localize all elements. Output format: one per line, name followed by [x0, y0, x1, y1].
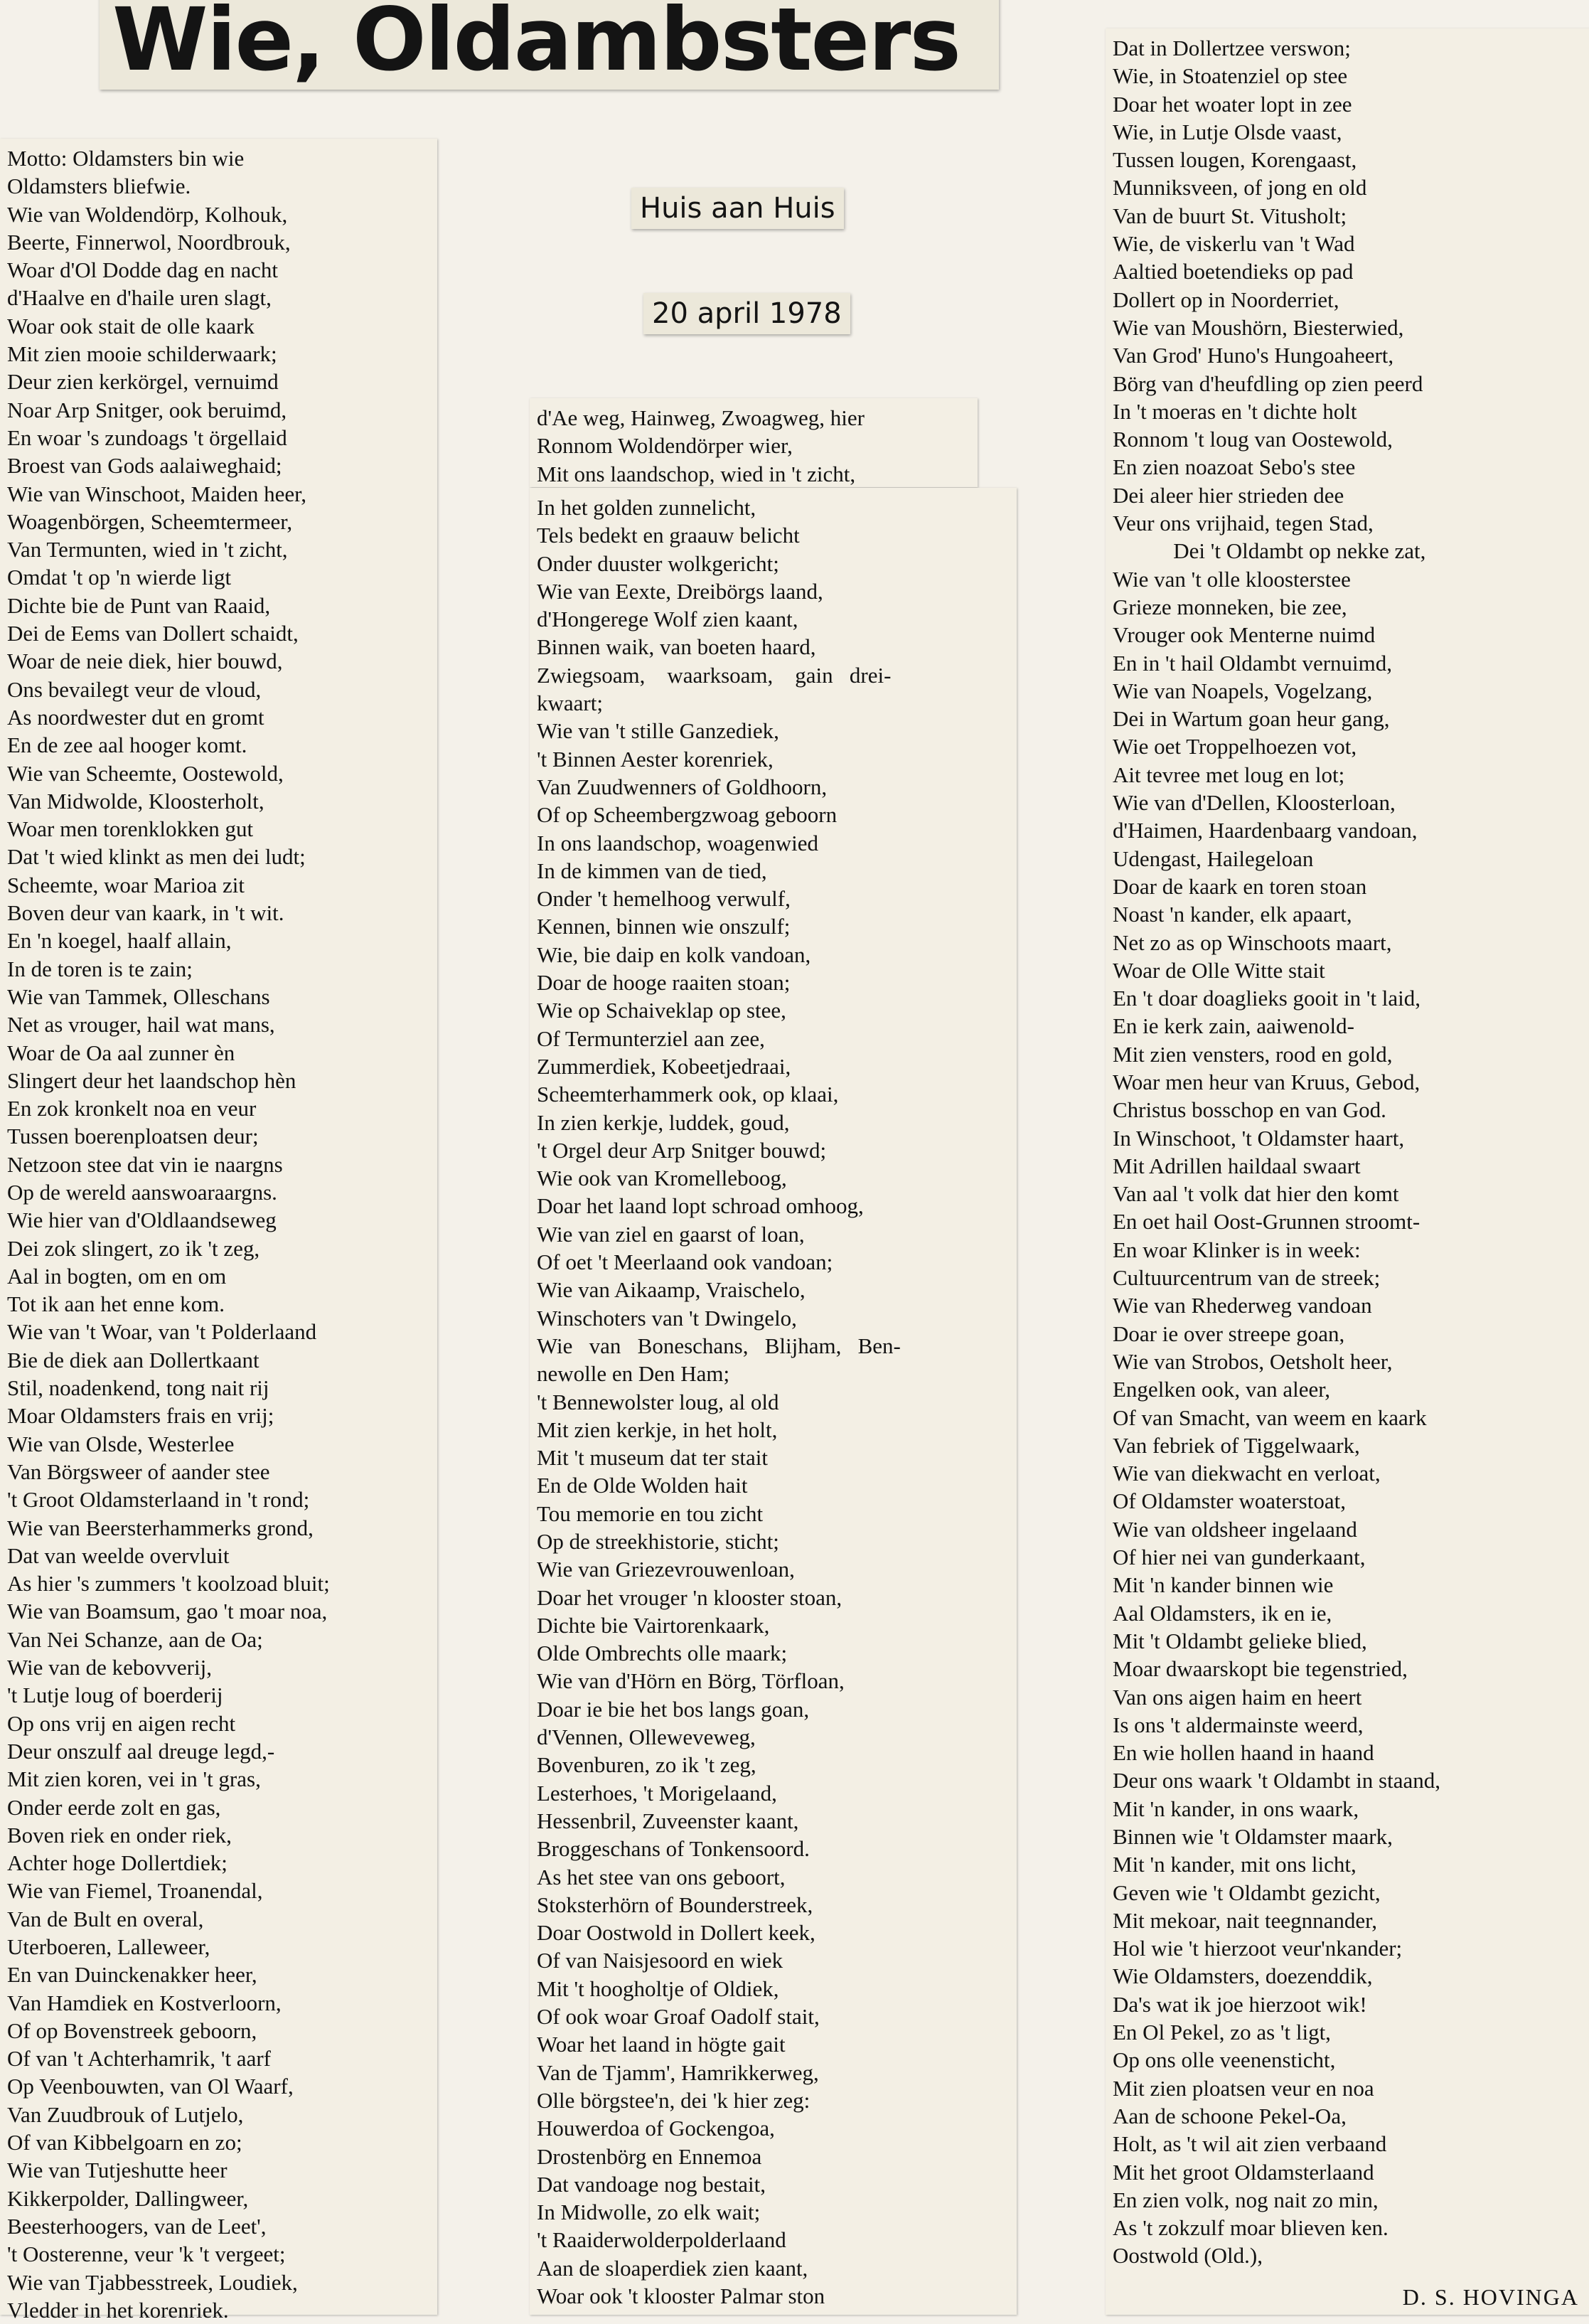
- poem-line: Is ons 't aldermainste weerd,: [1113, 1712, 1364, 1737]
- poem-line: Doar de kaark en toren stoan: [1113, 873, 1367, 899]
- poem-line: Moar dwaarskopt bie tegenstried,: [1113, 1656, 1408, 1682]
- poem-line: Woar men torenklokken gut: [7, 816, 254, 842]
- poem-line: Veur ons vrijhaid, tegen Stad,: [1113, 511, 1374, 536]
- poem-line: Wie, de viskerlu van 't Wad: [1113, 231, 1355, 257]
- poem-line: Mit 'n kander, mit ons licht,: [1113, 1852, 1357, 1877]
- poem-line: As 't zokzulf moar blieven ken.: [1113, 2215, 1389, 2241]
- poem-line: Van Zuudbrouk of Lutjelo,: [7, 2101, 244, 2127]
- poem-line: Wie hier van d'Oldlaandseweg: [7, 1208, 277, 1233]
- poem-line: Of van 't Achterhamrik, 't aarf: [7, 2046, 271, 2072]
- poem-line: Woar ook stait de olle kaark: [7, 313, 255, 339]
- poem-line: Ronnom Woldendörper wier,: [537, 433, 793, 459]
- poem-line: En in 't hail Oldambt vernuimd,: [1113, 650, 1393, 676]
- poem-line: Mit zien vensters, rood en gold,: [1113, 1041, 1393, 1067]
- poem-line: d'Ae weg, Hainweg, Zwoagweg, hier: [537, 405, 865, 430]
- poem-line: Wie van Tjabbesstreek, Loudiek,: [7, 2269, 298, 2295]
- poem-line: Doar ie bie het bos langs goan,: [537, 1696, 810, 1722]
- poem-line: Wie van 't Woar, van 't Polderlaand: [7, 1319, 317, 1345]
- poem-line: Boven riek en onder riek,: [7, 1822, 232, 1848]
- poem-line: En de Olde Wolden hait: [537, 1473, 748, 1498]
- poem-line: 't Oosterenne, veur 'k 't vergeet;: [7, 2242, 286, 2267]
- poem-line: Wie van Boamsum, gao 't moar noa,: [7, 1599, 328, 1624]
- poem-line: 't Bennewolster loug, al old: [537, 1389, 779, 1414]
- poem-line: 't Orgel deur Arp Snitger bouwd;: [537, 1137, 827, 1163]
- poem-line: Zwiegsoam, waarksoam, gain drei-: [537, 662, 892, 688]
- poem-line: In zien kerkje, luddek, goud,: [537, 1109, 790, 1135]
- poem-line: En oet hail Oost-Grunnen stroomt-: [1113, 1209, 1421, 1235]
- poem-line: Vrouger ook Menterne nuimd: [1113, 622, 1376, 648]
- poem-line: Wie van d'Dellen, Kloosterloan,: [1113, 790, 1396, 816]
- poem-line: Mit 'n kander binnen wie: [1113, 1572, 1334, 1598]
- poem-line: Of op Scheembergzwoag geboorn: [537, 802, 838, 828]
- poem-line: Op ons olle veenensticht,: [1113, 2047, 1336, 2073]
- poem-line: En de zee aal hooger komt.: [7, 732, 247, 758]
- poem-line: Wie van Tammek, Olleschans: [7, 984, 270, 1009]
- poem-line: Munniksveen, of jong en old: [1113, 175, 1367, 201]
- poem-line: Wie oet Troppelhoezen vot,: [1113, 734, 1357, 759]
- poem-line: Deur onszulf aal dreuge legd,-: [7, 1738, 275, 1764]
- poem-line: En ie kerk zain, aaiwenold-: [1113, 1013, 1354, 1039]
- poem-line: Van ons aigen haim en heert: [1113, 1684, 1362, 1710]
- poem-line: Van Midwolde, Kloosterholt,: [7, 788, 264, 814]
- poem-line: Of van Smacht, van weem en kaark: [1113, 1404, 1427, 1430]
- poem-line: Wie van Boneschans, Blijham, Ben-: [537, 1333, 901, 1358]
- poem-line: Wie van Eexte, Dreibörgs laand,: [537, 578, 823, 604]
- poem-line: 't Groot Oldamsterlaand in 't rond;: [7, 1487, 310, 1513]
- poem-lines-column-2-top: [530, 398, 978, 488]
- poem-line: Cultuurcentrum van de streek;: [1113, 1265, 1381, 1291]
- poem-line: Lesterhoes, 't Morigelaand,: [537, 1780, 777, 1806]
- poem-line: Dichte bie Vairtorenkaark,: [537, 1612, 770, 1638]
- poem-line: Mit Adrillen haildaal swaart: [1113, 1153, 1361, 1178]
- poem-line: Olde Ombrechts olle maark;: [537, 1641, 788, 1666]
- poem-line: Dat vandoage nog bestait,: [537, 2171, 766, 2197]
- poem-line: Doar ie over streepe goan,: [1113, 1321, 1345, 1346]
- poem-line: Vledder in het korenriek.: [7, 2297, 229, 2323]
- poem-line: Tels bedekt en graauw belicht: [537, 523, 800, 548]
- poem-line: 't Raaiderwolderpolderlaand: [537, 2227, 786, 2253]
- poem-line: Ons bevailegt veur de vloud,: [7, 676, 262, 702]
- poem-line: Van de Bult en overal,: [7, 1906, 204, 1931]
- poem-line: Doar de hooge raaiten stoan;: [537, 970, 791, 996]
- poem-line: Mit 't hoogholtje of Oldiek,: [537, 1976, 779, 2001]
- poem-line: Engelken ook, van aleer,: [1113, 1377, 1331, 1402]
- poem-line: Of van Kibbelgoarn en zo;: [7, 2130, 242, 2155]
- poem-line: Grieze monneken, bie zee,: [1113, 594, 1347, 619]
- poem-line: Wie van Moushörn, Biesterwied,: [1113, 314, 1404, 340]
- poem-line: Christus bosschop en van God.: [1113, 1097, 1386, 1123]
- poem-line: Oostwold (Old.),: [1113, 2243, 1263, 2269]
- poem-line: Of Oldamster woaterstoat,: [1113, 1488, 1346, 1514]
- headline: Wie, Oldambsters: [100, 0, 999, 90]
- poem-line: Aan de sloaperdiek zien kaant,: [537, 2255, 808, 2281]
- poem-line: In ons laandschop, woagenwied: [537, 830, 819, 855]
- poem-line: Da's wat ik joe hierzoot wik!: [1113, 1991, 1367, 2017]
- poem-line: Van Nei Schanze, aan de Oa;: [7, 1626, 263, 1652]
- poem-line: Of hier nei van gunderkaant,: [1113, 1545, 1366, 1570]
- poem-line: Boven deur van kaark, in 't wit.: [7, 900, 284, 926]
- poem-line: As hier 's zummers 't koolzoad bluit;: [7, 1571, 330, 1597]
- poem-line: Woar men heur van Kruus, Gebod,: [1113, 1069, 1421, 1094]
- poem-line: Wie ook van Kromelleboog,: [537, 1166, 787, 1191]
- poem-line: Wie Oldamsters, doezenddik,: [1113, 1963, 1373, 1989]
- poem-line: Aaltied boetendieks op pad: [1113, 259, 1354, 284]
- poem-line: d'Haimen, Haardenbaarg vandoan,: [1113, 818, 1418, 843]
- poem-line: Börg van d'heufdling op zien peerd: [1113, 371, 1423, 396]
- poem-line: Tussen boerenploatsen deur;: [7, 1124, 259, 1149]
- poem-line: Wie van Rhederweg vandoan: [1113, 1293, 1372, 1318]
- poem-line: Onder duuster wolkgericht;: [537, 550, 779, 576]
- poem-line: Olle börgstee'n, dei 'k hier zeg:: [537, 2087, 810, 2113]
- poem-line: In Midwolle, zo elk wait;: [537, 2200, 761, 2225]
- poem-line: Tot ik aan het enne kom.: [7, 1291, 225, 1317]
- poem-column-2-top: [530, 398, 978, 487]
- poem-line: En woar 's zundoags 't örgellaid: [7, 425, 287, 450]
- poem-line: Woagenbörgen, Scheemtermeer,: [7, 508, 293, 534]
- poem-line: Beesterhoogers, van de Leet',: [7, 2213, 267, 2239]
- poem-line: Van Grod' Huno's Hungoaheert,: [1113, 343, 1394, 368]
- poem-line: Woar de Olle Witte stait: [1113, 957, 1325, 983]
- poem-line: Mit zien koren, vei in 't gras,: [7, 1766, 261, 1792]
- poem-line: Wie op Schaiveklap op stee,: [537, 998, 786, 1023]
- poem-line: Ait tevree met loug en lot;: [1113, 762, 1345, 787]
- poem-line: Omdat 't op 'n wierde ligt: [7, 565, 232, 590]
- poem-line: Wie van Olsde, Westerlee: [7, 1431, 235, 1456]
- poem-line: Van Börgsweer of aander stee: [7, 1459, 270, 1484]
- poem-line: In 't moeras en 't dichte holt: [1113, 398, 1357, 424]
- poem-line: Tussen lougen, Korengaast,: [1113, 147, 1357, 173]
- poem-line: As het stee van ons geboort,: [537, 1864, 786, 1889]
- poem-line: Of Termunterziel aan zee,: [537, 1025, 765, 1051]
- poem-lines-column-2: [530, 488, 1017, 2310]
- poem-line: Broggeschans of Tonkensoord.: [537, 1836, 810, 1862]
- poem-line: Oldamsters bliefwie.: [7, 174, 191, 199]
- poem-line: Wie van Beersterhammerks grond,: [7, 1515, 314, 1540]
- poem-line: Achter hoge Dollertdiek;: [7, 1850, 228, 1876]
- poem-line: Hol wie 't hierzoot veur'nkander;: [1113, 1936, 1403, 1961]
- poem-line: Wie van 't stille Ganzediek,: [537, 718, 779, 744]
- poem-line: newolle en Den Ham;: [537, 1361, 730, 1387]
- poem-line: Wie van diekwacht en verloat,: [1113, 1461, 1381, 1486]
- poem-line: Mit 't Oldambt gelieke blied,: [1113, 1628, 1367, 1653]
- poem-lines-column-3: [1106, 28, 1589, 2270]
- poem-line: Van Hamdiek en Kostverloorn,: [7, 1990, 282, 2015]
- poem-line: Aal in bogten, om en om: [7, 1263, 227, 1289]
- poem-line: Wie van Scheemte, Oostewold,: [7, 760, 284, 786]
- poem-line: Wie, in Stoatenziel op stee: [1113, 63, 1348, 89]
- poem-line: Slingert deur het laandschop hèn: [7, 1067, 296, 1093]
- poem-line: Dat 't wied klinkt as men dei ludt;: [7, 844, 306, 870]
- poem-line: Noast 'n kander, elk apaart,: [1113, 902, 1352, 927]
- poem-line: Wie van Fiemel, Troanendal,: [7, 1878, 263, 1904]
- poem-line: Net as vrouger, hail wat mans,: [7, 1012, 275, 1038]
- poem-line: Aan de schoone Pekel-Oa,: [1113, 2103, 1347, 2128]
- poem-line: En wie hollen haand in haand: [1113, 1740, 1374, 1766]
- poem-line: Mit het groot Oldamsterlaand: [1113, 2159, 1374, 2185]
- poem-line: Mit 'n kander, in ons waark,: [1113, 1796, 1359, 1821]
- poem-line: Mit zien ploatsen veur en noa: [1113, 2075, 1374, 2101]
- poem-line: Stoksterhörn of Bounderstreek,: [537, 1892, 813, 1917]
- poem-lines-column-1: [0, 139, 437, 2324]
- poem-line: Wie van Griezevrouwenloan,: [537, 1557, 795, 1582]
- poem-line: Deur zien kerkörgel, vernuimd: [7, 369, 279, 395]
- poem-line: Onder eerde zolt en gas,: [7, 1794, 221, 1820]
- poem-line: Zummerdiek, Kobeetjedraai,: [537, 1053, 791, 1079]
- poem-line: Dollert op in Noorderriet,: [1113, 287, 1339, 312]
- poem-line: Mit 't museum dat ter stait: [537, 1445, 769, 1471]
- poem-line: 't Lutje loug of boerderij: [7, 1683, 223, 1708]
- poem-line: Dat in Dollertzee verswon;: [1113, 36, 1351, 60]
- poem-line: Mit zien mooie schilderwaark;: [7, 341, 277, 367]
- poem-line: En van Duinckenakker heer,: [7, 1962, 257, 1988]
- poem-line: Winschoters van 't Dwingelo,: [537, 1305, 797, 1331]
- poem-line: Scheemterhammerk ook, op klaai,: [537, 1082, 839, 1107]
- poem-line: Van febriek of Tiggelwaark,: [1113, 1432, 1360, 1458]
- poem-line: Dichte bie de Punt van Raaid,: [7, 592, 271, 618]
- source-label: Huis aan Huis: [631, 188, 844, 229]
- poem-line: As noordwester dut en gromt: [7, 704, 264, 730]
- poem-line: Dat van weelde overvluit: [7, 1542, 230, 1568]
- poem-line: Mit zien kerkje, in het holt,: [537, 1417, 778, 1442]
- poem-line: Doar het vrouger 'n klooster stoan,: [537, 1584, 842, 1610]
- poem-line: Wie, bie daip en kolk vandoan,: [537, 942, 811, 967]
- poem-line: d'Vennen, Olleweveweg,: [537, 1725, 756, 1750]
- poem-line: Doar Oostwold in Dollert keek,: [537, 1920, 815, 1946]
- poem-line: Deur ons waark 't Oldambt in staand,: [1113, 1768, 1441, 1793]
- poem-line: Dei de Eems van Dollert schaidt,: [7, 621, 299, 646]
- poem-line: Woar de Oa aal zunner èn: [7, 1040, 235, 1065]
- poem-line: d'Hongerege Wolf zien kaant,: [537, 607, 798, 632]
- poem-line: Of ook woar Groaf Oadolf stait,: [537, 2004, 820, 2030]
- poem-line: Woar het laand in högte gait: [537, 2032, 786, 2057]
- poem-line: Dei aleer hier strieden dee: [1113, 482, 1344, 508]
- poem-line: Dei zok slingert, zo ik 't zeg,: [7, 1235, 260, 1261]
- poem-column-1: [0, 139, 437, 2323]
- poem-line: Wie van Aikaamp, Vraischelo,: [537, 1277, 806, 1303]
- poem-line: En woar Klinker is in week:: [1113, 1237, 1361, 1262]
- poem-line: Van Termunten, wied in 't zicht,: [7, 537, 288, 563]
- poem-line: Scheemte, woar Marioa zit: [7, 872, 245, 897]
- poem-line: Wie van Winschoot, Maiden heer,: [7, 481, 306, 506]
- poem-line: Wie van Woldendörp, Kolhouk,: [7, 201, 288, 227]
- poem-line: Op de streekhistorie, sticht;: [537, 1528, 779, 1554]
- poem-line: Woar ook 't klooster Palmar ston: [537, 2283, 825, 2308]
- poem-line: Van de Tjamm', Hamrikkerweg,: [537, 2059, 819, 2085]
- poem-line: Wie van de kebovverij,: [7, 1655, 212, 1680]
- poem-line: Of op Bovenstreek geboorn,: [7, 2017, 257, 2043]
- poem-line: Net zo as op Winschoots maart,: [1113, 929, 1392, 955]
- poem-line: Van Zuudwenners of Goldhoorn,: [537, 774, 828, 799]
- date-label: 20 april 1978: [643, 293, 850, 334]
- poem-line: Moar Oldamsters frais en vrij;: [7, 1403, 274, 1429]
- poem-line: Broest van Gods aalaiweghaid;: [7, 453, 282, 479]
- poem-line: En zien noazoat Sebo's stee: [1113, 454, 1356, 480]
- poem-line: Op Veenbouwten, van Ol Waarf,: [7, 2074, 294, 2099]
- poem-line: Wie van Tutjeshutte heer: [7, 2158, 228, 2183]
- poem-line: Wie, in Lutje Olsde vaast,: [1113, 119, 1342, 144]
- poem-line: Woar d'Ol Dodde dag en nacht: [7, 257, 278, 283]
- poem-line: Dei 't Oldambt op nekke zat,: [1113, 538, 1426, 564]
- poem-line: In het golden zunnelicht,: [537, 495, 756, 520]
- poem-line: In de toren is te zain;: [7, 956, 193, 981]
- author-signature: D. S. HOVINGA: [1402, 2284, 1579, 2310]
- poem-line: Kikkerpolder, Dallingweer,: [7, 2185, 249, 2211]
- poem-line: Tou memorie en tou zicht: [537, 1501, 764, 1526]
- poem-line: Wie van ziel en gaarst of loan,: [537, 1221, 805, 1247]
- poem-line: Netzoon stee dat vin ie naargns: [7, 1151, 283, 1177]
- poem-line: Wie van oldsheer ingelaand: [1113, 1516, 1357, 1542]
- poem-line: En Ol Pekel, zo as 't ligt,: [1113, 2020, 1331, 2045]
- poem-line: Hessenbril, Zuveenster kaant,: [537, 1808, 799, 1833]
- poem-line: Dei in Wartum goan heur gang,: [1113, 706, 1390, 732]
- poem-line: Of oet 't Meerlaand ook vandoan;: [537, 1249, 833, 1275]
- poem-line: Binnen waik, van boeten haard,: [537, 634, 816, 660]
- poem-line: En zok kronkelt noa en veur: [7, 1096, 257, 1121]
- poem-line: Holt, as 't wil ait zien verbaand: [1113, 2131, 1387, 2157]
- poem-line: Onder 't hemelhoog verwulf,: [537, 886, 791, 912]
- poem-line: Mit ons laandschop, wied in 't zicht,: [537, 461, 856, 486]
- poem-line: kwaart;: [537, 691, 603, 716]
- poem-line: Houwerdoa of Gockengoa,: [537, 2116, 775, 2141]
- poem-line: Wie van d'Hörn en Börg, Törfloan,: [537, 1668, 845, 1694]
- poem-line: In Winschoot, 't Oldamster haart,: [1113, 1125, 1405, 1151]
- poem-line: En zien volk, nog nait zo min,: [1113, 2187, 1379, 2212]
- poem-line: 't Binnen Aester korenriek,: [537, 746, 774, 772]
- poem-line: Udengast, Hailegeloan: [1113, 846, 1314, 871]
- poem-line: Kennen, binnen wie onszulf;: [537, 914, 791, 939]
- poem-line: Binnen wie 't Oldamster maark,: [1113, 1824, 1393, 1849]
- poem-line: Aal Oldamsters, ik en ie,: [1113, 1600, 1332, 1626]
- poem-line: Motto: Oldamsters bin wie: [7, 146, 245, 171]
- poem-line: Drostenbörg en Ennemoa: [537, 2143, 762, 2169]
- poem-line: Wie van Noapels, Vogelzang,: [1113, 678, 1373, 703]
- poem-line: Van de buurt St. Vitusholt;: [1113, 203, 1347, 228]
- poem-line: Wie van Strobos, Oetsholt heer,: [1113, 1348, 1393, 1374]
- poem-line: Op ons vrij en aigen recht: [7, 1710, 236, 1736]
- poem-line: Op de wereld aanswoaraargns.: [7, 1179, 277, 1205]
- poem-line: Geven wie 't Oldambt gezicht,: [1113, 1880, 1381, 1905]
- poem-line: Beerte, Finnerwol, Noordbrouk,: [7, 229, 291, 255]
- poem-column-3: [1106, 28, 1589, 2315]
- poem-line: Of van Naisjesoord en wiek: [537, 1948, 783, 1973]
- poem-line: Noar Arp Snitger, ook beruimd,: [7, 397, 287, 422]
- poem-line: Van aal 't volk dat hier den komt: [1113, 1181, 1399, 1207]
- poem-line: Bovenburen, zo ik 't zeg,: [537, 1752, 756, 1778]
- poem-line: Woar de neie diek, hier bouwd,: [7, 649, 283, 674]
- poem-line: Mit mekoar, nait teegnnander,: [1113, 1907, 1377, 1933]
- poem-line: d'Haalve en d'haile uren slagt,: [7, 285, 272, 311]
- poem-column-2: [530, 488, 1017, 2315]
- poem-line: Bie de diek aan Dollertkaant: [7, 1347, 260, 1372]
- poem-line: En 't doar doaglieks gooit in 't laid,: [1113, 986, 1421, 1011]
- poem-line: In de kimmen van de tied,: [537, 858, 767, 883]
- poem-line: Ronnom 't loug van Oostewold,: [1113, 427, 1393, 452]
- poem-line: Wie van 't olle kloosterstee: [1113, 566, 1351, 592]
- poem-line: Stil, noadenkend, tong nait rij: [7, 1375, 269, 1401]
- poem-line: En 'n koegel, haalf allain,: [7, 928, 232, 954]
- poem-line: Doar het laand lopt schroad omhoog,: [537, 1193, 864, 1219]
- poem-line: Doar het woater lopt in zee: [1113, 91, 1352, 117]
- poem-line: Uterboeren, Lalleweer,: [7, 1934, 210, 1959]
